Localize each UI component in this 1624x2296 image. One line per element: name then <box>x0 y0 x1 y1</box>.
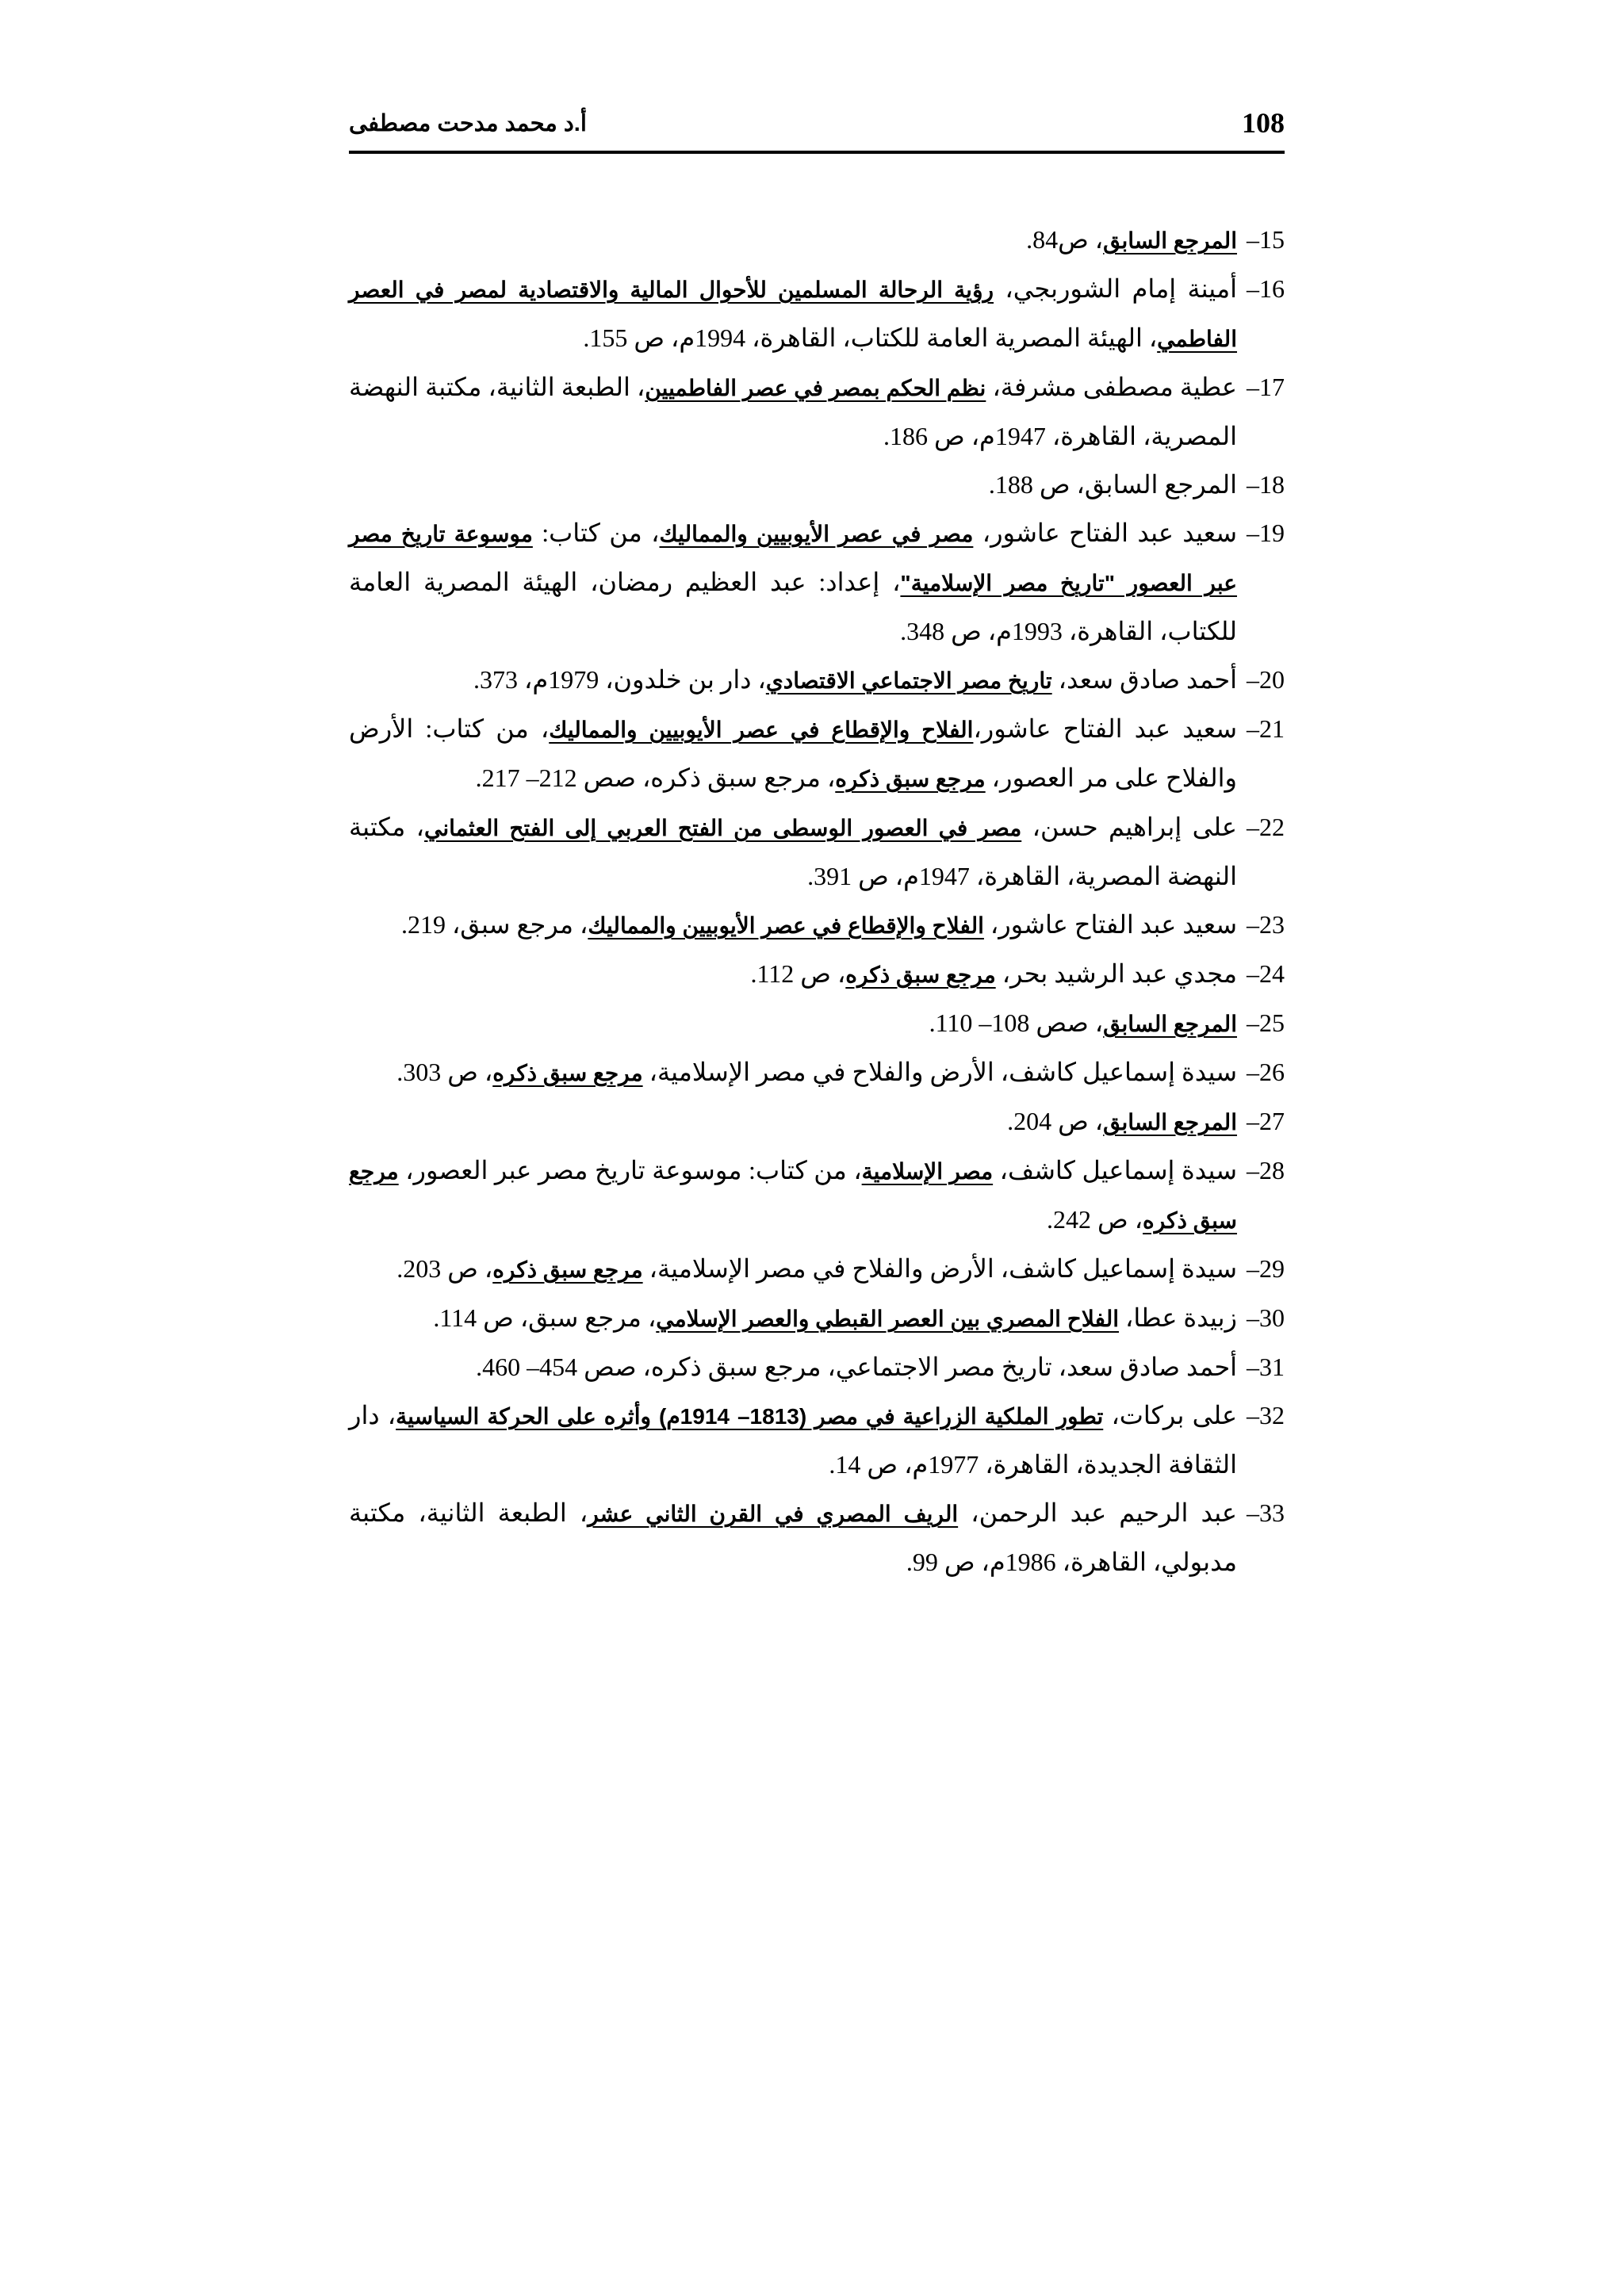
endnote <box>349 265 1285 363</box>
reference-title: المرجع السابق <box>1103 228 1237 253</box>
endnote <box>349 705 1285 803</box>
endnotes-list <box>349 216 1285 1586</box>
reference-text: ، الهيئة المصرية العامة للكتاب، القاهرة، 1994م، ص 155. <box>583 323 1158 352</box>
reference-text: ، ص 303. <box>396 1058 493 1086</box>
endnote-number: 32– <box>1247 1401 1285 1429</box>
reference-text: ، من كتاب: الأرض والفلاح على مر العصور، <box>349 714 1237 792</box>
endnote <box>349 1245 1285 1294</box>
endnote-number: 28– <box>1247 1156 1285 1184</box>
endnote <box>349 363 1285 461</box>
endnote-number: 21– <box>1247 714 1285 743</box>
page-header <box>349 101 1285 149</box>
endnote-number: 15– <box>1247 225 1285 254</box>
endnote <box>349 803 1285 901</box>
endnote-number: 17– <box>1247 373 1285 401</box>
endnote <box>349 901 1285 950</box>
endnote-number: 25– <box>1247 1008 1285 1037</box>
endnote-number: 18– <box>1247 470 1285 499</box>
endnote <box>349 1048 1285 1097</box>
reference-text: سعيد عبد الفتاح عاشور، <box>983 910 1237 939</box>
reference-title: الريف المصري في القرن الثاني عشر <box>588 1502 959 1526</box>
reference-text: سعيد عبد الفتاح عاشور، <box>973 519 1238 547</box>
endnote <box>349 1391 1285 1489</box>
reference-text: ، إعداد: عبد العظيم رمضان، الهيئة المصرية العامة للكتاب، القاهرة، 1993م، ص 348. <box>349 568 1237 645</box>
endnote-number: 33– <box>1247 1498 1285 1527</box>
reference-title: نظم الحكم بمصر في عصر الفاطميين <box>645 376 986 400</box>
reference-text: المرجع السابق، ص 188. <box>988 470 1237 499</box>
reference-text: أمينة إمام الشوربجي، <box>994 274 1237 303</box>
reference-text: ، مكتبة النهضة المصرية، القاهرة، 1947م، ص 391. <box>349 813 1237 890</box>
endnote <box>349 1343 1285 1391</box>
reference-text: ، ص 203. <box>396 1254 493 1283</box>
endnote-number: 16– <box>1247 274 1285 303</box>
reference-title: الفلاح المصري بين العصر القبطي والعصر الإسلامي <box>656 1307 1119 1331</box>
reference-text: ، ص84. <box>1026 225 1104 254</box>
reference-title: مصر الإسلامية <box>861 1159 994 1184</box>
reference-title: تاريخ مصر الاجتماعي الاقتصادي <box>765 668 1052 693</box>
reference-title: تطور الملكية الزراعية في مصر (1813– 1914م) وأثره على الحركة السياسية <box>396 1404 1104 1429</box>
reference-text: مجدي عبد الرشيد بحر، <box>995 959 1237 988</box>
reference-text: سعيد عبد الفتاح عاشور، <box>973 714 1238 743</box>
reference-text: ، ص 242. <box>1047 1205 1143 1234</box>
endnote <box>349 1489 1285 1586</box>
reference-title: المرجع السابق <box>1103 1012 1237 1036</box>
reference-text: ، دار الثقافة الجديدة، القاهرة، 1977م، ص 14. <box>349 1401 1237 1479</box>
reference-title: رؤية الرحالة المسلمين للأحوال المالية والاقتصادية لمصر في العصر الفاطمي <box>349 277 1237 351</box>
reference-text: سيدة إسماعيل كاشف، <box>993 1156 1238 1184</box>
endnote-number: 20– <box>1247 665 1285 694</box>
reference-text: ، صص 108– 110. <box>929 1008 1104 1037</box>
endnote-number: 31– <box>1247 1353 1285 1381</box>
reference-title: المرجع السابق <box>1103 1110 1237 1135</box>
endnote <box>349 950 1285 999</box>
reference-text: ، دار بن خلدون، 1979م، 373. <box>473 665 766 694</box>
reference-text: ، مرجع سبق، 219. <box>400 910 588 939</box>
running-author: أ.د محمد مدحت مصطفى <box>349 111 587 136</box>
reference-text: عبد الرحيم عبد الرحمن، <box>958 1498 1238 1527</box>
reference-text: ، من كتاب: موسوعة تاريخ مصر عبر العصور، <box>398 1156 862 1184</box>
reference-text: ، ص 112. <box>750 959 846 988</box>
reference-text: ، من كتاب: <box>532 519 660 547</box>
reference-text: سيدة إسماعيل كاشف، الأرض والفلاح في مصر الإسلامية، <box>642 1254 1237 1283</box>
reference-title: مرجع سبق ذكره <box>845 962 996 987</box>
reference-title: موسوعة تاريخ مصر عبر العصور "تاريخ مصر الإسلامية" <box>349 522 1237 595</box>
reference-title: مرجع سبق ذكره <box>835 767 986 791</box>
reference-title: مصر في العصور الوسطى من الفتح العربي إلى الفتح العثماني <box>424 816 1022 840</box>
endnote-number: 27– <box>1247 1107 1285 1135</box>
endnote <box>349 1097 1285 1146</box>
endnote <box>349 1146 1285 1245</box>
page-number: 108 <box>1242 107 1285 139</box>
endnote <box>349 461 1285 509</box>
reference-title: الفلاح والإقطاع في عصر الأيوبيين والمماليك <box>549 718 974 742</box>
reference-title: مرجع سبق ذكره <box>492 1061 643 1085</box>
endnote <box>349 656 1285 705</box>
endnote-number: 24– <box>1247 959 1285 988</box>
endnote-number: 29– <box>1247 1254 1285 1283</box>
reference-text: عطية مصطفى مشرفة، <box>986 373 1238 401</box>
endnote <box>349 1294 1285 1343</box>
reference-text: أحمد صادق سعد، تاريخ مصر الاجتماعي، مرجع سبق ذكره، صص 454– 460. <box>476 1353 1237 1381</box>
header-divider <box>349 151 1285 154</box>
endnote-number: 22– <box>1247 813 1285 841</box>
reference-text: زبيدة عطا، <box>1119 1303 1237 1332</box>
reference-text: ، مرجع سبق ذكره، صص 212– 217. <box>475 763 836 792</box>
reference-title: الفلاح والإقطاع في عصر الأيوبيين والمماليك <box>588 913 984 938</box>
reference-title: مصر في عصر الأيوبيين والمماليك <box>659 522 974 546</box>
reference-text: ، الطبعة الثانية، مكتبة النهضة المصرية، القاهرة، 1947م، ص 186. <box>349 373 1237 450</box>
endnote <box>349 509 1285 656</box>
reference-text: ، ص 204. <box>1007 1107 1104 1135</box>
reference-text: ، الطبعة الثانية، مكتبة مدبولي، القاهرة، 1986م، ص 99. <box>349 1498 1237 1576</box>
reference-text: أحمد صادق سعد، <box>1051 665 1237 694</box>
reference-text: ، مرجع سبق، ص 114. <box>433 1303 657 1332</box>
reference-text: سيدة إسماعيل كاشف، الأرض والفلاح في مصر الإسلامية، <box>642 1058 1237 1086</box>
reference-title: مرجع سبق ذكره <box>492 1257 643 1282</box>
reference-title: مرجع سبق ذكره <box>349 1159 1237 1233</box>
endnote <box>349 216 1285 265</box>
endnote-number: 23– <box>1247 910 1285 939</box>
reference-text: على بركات، <box>1103 1401 1238 1429</box>
endnote-number: 30– <box>1247 1303 1285 1332</box>
endnote-number: 19– <box>1247 519 1285 547</box>
reference-text: على إبراهيم حسن، <box>1021 813 1237 841</box>
endnote-number: 26– <box>1247 1058 1285 1086</box>
endnote <box>349 999 1285 1048</box>
